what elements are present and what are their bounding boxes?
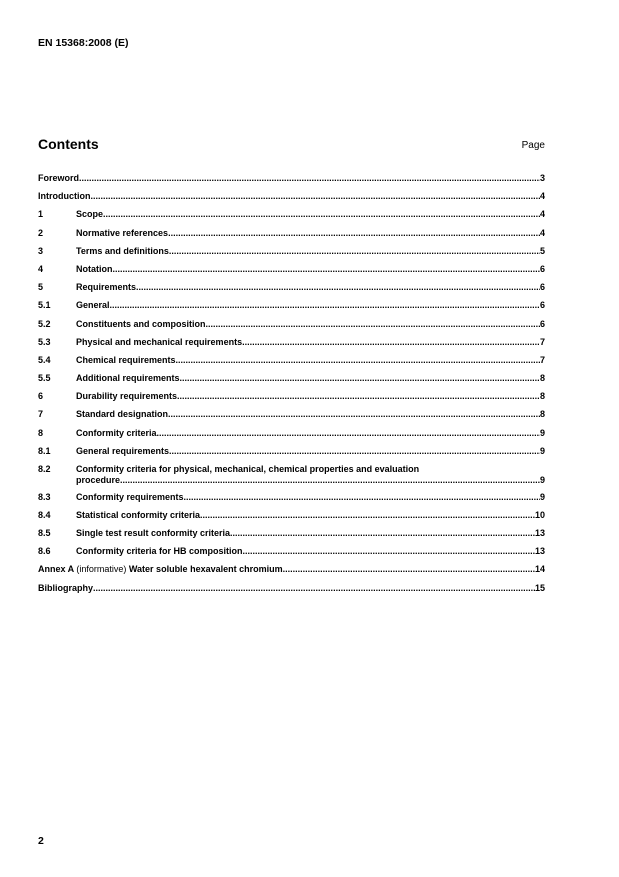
toc-page-number: 15 bbox=[534, 582, 545, 593]
table-of-contents bbox=[38, 173, 545, 601]
toc-entry-8-6[interactable]: 8.6 Conformity criteria for HB composition ..... 13 bbox=[38, 546, 545, 564]
toc-page-number: 5 bbox=[539, 245, 545, 256]
toc-entry-title-line1: Conformity criteria for physical, mechanical, chemical properties and evaluation bbox=[76, 464, 420, 474]
annex-type: (informative) bbox=[76, 564, 127, 575]
toc-section-number: 3 bbox=[38, 245, 44, 256]
toc-page-number: 3 bbox=[539, 173, 545, 183]
toc-entry-5-1[interactable]: 5.1 General ..... 6 bbox=[38, 300, 545, 318]
page-number: 2 bbox=[38, 835, 44, 847]
toc-page-number: 6 bbox=[539, 263, 545, 274]
toc-page-number: 4 bbox=[539, 227, 545, 238]
toc-section-number: 8.5 bbox=[38, 528, 51, 539]
toc-page-number: 8 bbox=[539, 373, 545, 384]
toc-section-number: 5.3 bbox=[38, 336, 51, 347]
toc-entry-3[interactable]: 3 Terms and definitions ..... 5 bbox=[38, 246, 545, 264]
toc-section-number: 1 bbox=[38, 209, 44, 220]
toc-page-number: 8 bbox=[539, 409, 545, 420]
toc-entry-5-2[interactable]: 5.2 Constituents and composition ..... 6 bbox=[38, 319, 545, 337]
annex-label: Annex A bbox=[38, 564, 74, 575]
toc-section-number: 4 bbox=[38, 263, 44, 274]
toc-section-number: 8.4 bbox=[38, 509, 51, 520]
toc-page-number: 9 bbox=[539, 474, 545, 485]
toc-entry-8[interactable]: 8 Conformity criteria ..... 9 bbox=[38, 428, 545, 446]
toc-page-number: 6 bbox=[539, 300, 545, 311]
toc-entry-5-4[interactable]: 5.4 Chemical requirements ..... 7 bbox=[38, 355, 545, 373]
toc-entry-8-3[interactable]: 8.3 Conformity requirements ..... 9 bbox=[38, 492, 545, 510]
toc-page-number: 4 bbox=[539, 191, 545, 202]
toc-page-number: 8 bbox=[539, 391, 545, 402]
toc-section-number: 8.3 bbox=[38, 491, 51, 502]
toc-entry-5[interactable]: 5 Requirements ..... 6 bbox=[38, 282, 545, 300]
toc-section-number: 7 bbox=[38, 409, 44, 420]
toc-page-number: 10 bbox=[534, 509, 545, 520]
toc-section-number: 2 bbox=[38, 227, 44, 238]
toc-page-number: 9 bbox=[539, 427, 545, 438]
toc-page-number: 7 bbox=[539, 336, 545, 347]
toc-page-number: 4 bbox=[539, 209, 545, 220]
toc-page-number: 9 bbox=[539, 491, 545, 502]
toc-entry-bibliography[interactable]: Bibliography ..... 15 bbox=[38, 583, 545, 601]
toc-page-number: 6 bbox=[539, 282, 545, 293]
toc-section-number: 8.6 bbox=[38, 546, 51, 557]
toc-entry-7[interactable]: 7 Standard designation ..... 8 bbox=[38, 409, 545, 427]
toc-section-number: 8 bbox=[38, 427, 44, 438]
toc-section-number: 8.1 bbox=[38, 445, 51, 456]
toc-section-number: 5.1 bbox=[38, 300, 51, 311]
document-header: EN 15368:2008 (E) bbox=[38, 37, 129, 49]
toc-page-number: 14 bbox=[534, 564, 545, 575]
toc-section-number: 5 bbox=[38, 282, 44, 293]
toc-section-number: 5.5 bbox=[38, 373, 51, 384]
toc-entry-8-2[interactable] bbox=[38, 464, 545, 492]
toc-entry-5-3[interactable]: 5.3 Physical and mechanical requirements ..... 7 bbox=[38, 337, 545, 355]
toc-entry-5-5[interactable]: 5.5 Additional requirements ..... 8 bbox=[38, 373, 545, 391]
annex-title: Water soluble hexavalent chromium bbox=[128, 564, 283, 575]
toc-page-number: 13 bbox=[534, 528, 545, 539]
toc-section-number: 5.2 bbox=[38, 318, 51, 329]
toc-section-number: 5.4 bbox=[38, 354, 51, 365]
toc-entry-8-5[interactable]: 8.5 Single test result conformity criteria ..... 13 bbox=[38, 528, 545, 546]
toc-entry-6[interactable]: 6 Durability requirements ..... 8 bbox=[38, 391, 545, 409]
toc-section-number: 8.2 bbox=[38, 464, 51, 474]
toc-entry-introduction[interactable]: Introduction ..... 4 bbox=[38, 191, 545, 209]
toc-entry-annex-a[interactable] bbox=[38, 564, 545, 582]
toc-entry-1[interactable]: 1 Scope ..... 4 bbox=[38, 209, 545, 227]
toc-page-number: 13 bbox=[534, 546, 545, 557]
page-column-label: Page bbox=[521, 140, 545, 151]
toc-entry-4[interactable]: 4 Notation ..... 6 bbox=[38, 264, 545, 282]
toc-page-number: 6 bbox=[539, 318, 545, 329]
contents-title: Contents bbox=[38, 136, 99, 152]
toc-entry-foreword[interactable]: Foreword ..... 3 bbox=[38, 173, 545, 191]
toc-entry-8-4[interactable]: 8.4 Statistical conformity criteria ..... 10 bbox=[38, 510, 545, 528]
toc-entry-8-1[interactable]: 8.1 General requirements ..... 9 bbox=[38, 446, 545, 464]
toc-page-number: 9 bbox=[539, 445, 545, 456]
toc-section-number: 6 bbox=[38, 391, 44, 402]
toc-entry-title-line2: procedure bbox=[76, 474, 121, 485]
toc-entry-2[interactable]: 2 Normative references ..... 4 bbox=[38, 228, 545, 246]
toc-page-number: 7 bbox=[539, 354, 545, 365]
